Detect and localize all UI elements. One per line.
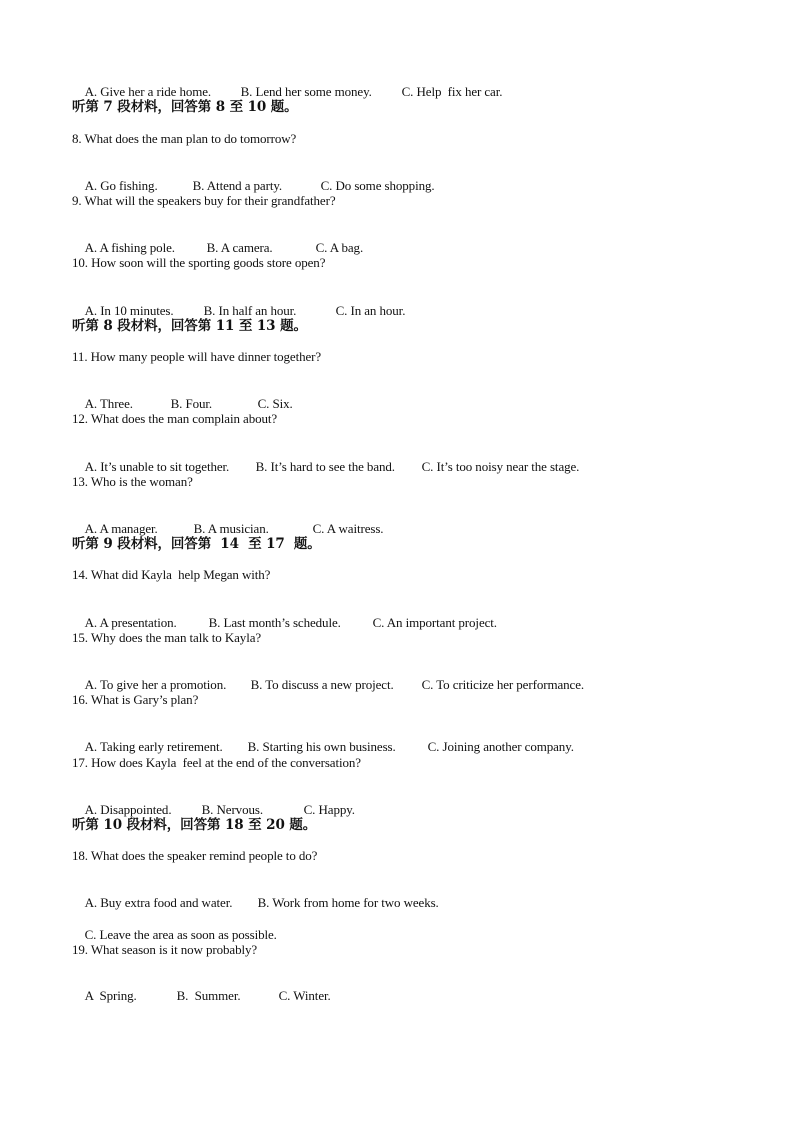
option-b: B. Lend her some money. bbox=[240, 84, 372, 99]
option-b: B. Four. bbox=[170, 396, 213, 411]
option-c: C. It’s too noisy near the stage. bbox=[421, 459, 580, 474]
option-b: B. It’s hard to see the band. bbox=[255, 459, 395, 474]
question-text: 19. What season is it now probably? bbox=[72, 942, 258, 957]
option-a: A. Go fishing. bbox=[84, 178, 158, 193]
section-heading: 听第 10 段材料，回答第 18 至 20 题。 bbox=[72, 817, 317, 833]
option-b: B. In half an hour. bbox=[203, 303, 297, 318]
option-c: C. A bag. bbox=[315, 240, 364, 255]
option-c: C. Leave the area as soon as possible. bbox=[84, 927, 277, 942]
option-c: C. Six. bbox=[257, 396, 293, 411]
option-b: B. To discuss a new project. bbox=[250, 677, 394, 692]
option-c: C. To criticize her performance. bbox=[421, 677, 585, 692]
question-text: 9. What will the speakers buy for their grandfather? bbox=[72, 193, 336, 208]
section-heading: 听第 7 段材料，回答第 8 至 10 题。 bbox=[72, 99, 298, 115]
option-c: C. Do some shopping. bbox=[320, 178, 435, 193]
option-a: A Spring. bbox=[84, 988, 137, 1003]
options-line bbox=[72, 972, 331, 1020]
option-c: C. Joining another company. bbox=[427, 739, 574, 754]
question-text: 11. How many people will have dinner together? bbox=[72, 349, 322, 364]
option-c: C. Winter. bbox=[278, 988, 331, 1003]
option-b: B. Last month’s schedule. bbox=[208, 615, 341, 630]
option-a: A. To give her a promotion. bbox=[84, 677, 227, 692]
option-c: C. Help fix her car. bbox=[401, 84, 503, 99]
option-b: B. Attend a party. bbox=[192, 178, 283, 193]
question-text: 18. What does the speaker remind people to do? bbox=[72, 848, 318, 863]
question-text: 17. How does Kayla feel at the end of the conversation? bbox=[72, 755, 361, 770]
option-c: C. An important project. bbox=[372, 615, 497, 630]
option-a: A. Give her a ride home. bbox=[84, 84, 212, 99]
option-b: B. A camera. bbox=[206, 240, 273, 255]
option-a: A. A fishing pole. bbox=[84, 240, 175, 255]
option-b: B. A musician. bbox=[193, 521, 269, 536]
question-text: 15. Why does the man talk to Kayla? bbox=[72, 630, 262, 645]
option-b: B. Summer. bbox=[176, 988, 241, 1003]
question-text: 10. How soon will the sporting goods store open? bbox=[72, 255, 326, 270]
question-text: 12. What does the man complain about? bbox=[72, 411, 278, 426]
option-c: C. A waitress. bbox=[312, 521, 384, 536]
question-text: 16. What is Gary’s plan? bbox=[72, 692, 199, 707]
question-text: 13. Who is the woman? bbox=[72, 474, 193, 489]
option-b: B. Nervous. bbox=[201, 802, 263, 817]
option-c: C. Happy. bbox=[303, 802, 355, 817]
option-a: A. A manager. bbox=[84, 521, 158, 536]
option-c: C. In an hour. bbox=[335, 303, 406, 318]
option-a: A. A presentation. bbox=[84, 615, 177, 630]
question-text: 14. What did Kayla help Megan with? bbox=[72, 567, 271, 582]
option-b: B. Starting his own business. bbox=[247, 739, 396, 754]
section-heading: 听第 9 段材料，回答第 14 至 17 题。 bbox=[72, 536, 321, 552]
option-a: A. Three. bbox=[84, 396, 133, 411]
question-text: 8. What does the man plan to do tomorrow? bbox=[72, 131, 297, 146]
option-a: A. Taking early retirement. bbox=[84, 739, 223, 754]
option-b: B. Work from home for two weeks. bbox=[257, 895, 439, 910]
option-a: A. Disappointed. bbox=[84, 802, 172, 817]
section-heading: 听第 8 段材料，回答第 11 至 13 题。 bbox=[72, 318, 307, 334]
option-a: A. Buy extra food and water. bbox=[84, 895, 233, 910]
option-a: A. It’s unable to sit together. bbox=[84, 459, 230, 474]
option-a: A. In 10 minutes. bbox=[84, 303, 174, 318]
